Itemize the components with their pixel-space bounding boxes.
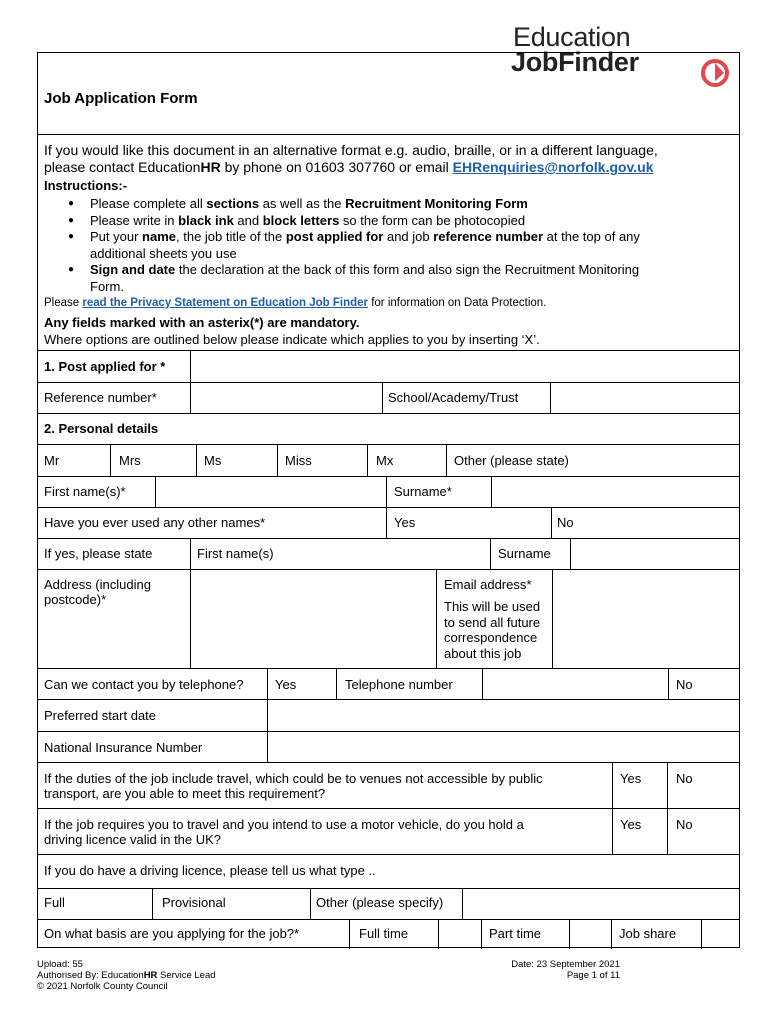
reference-number-label: Reference number*: [44, 390, 157, 405]
instruction-item: ● Please write in black ink and block letters so the form can be photocopied: [66, 213, 640, 230]
instructions-list: [66, 196, 640, 295]
vehicle-no[interactable]: No: [676, 817, 693, 832]
email-address-label: Email address*: [444, 577, 532, 592]
first-names-label: First name(s)*: [44, 484, 126, 499]
footer-page: Page 1 of 11: [566, 970, 620, 981]
licence-other[interactable]: Other (please specify): [316, 895, 444, 910]
instructions-label: Instructions:-: [44, 178, 128, 193]
footer-upload: Upload: 55: [37, 959, 83, 970]
telephone-number-label: Telephone number: [345, 677, 453, 692]
email-link[interactable]: EHRenquiries@norfolk.gov.uk: [452, 159, 654, 175]
mandatory-note: Any fields marked with an asterix(*) are mandatory.: [44, 315, 360, 330]
footer-left: [37, 959, 216, 992]
privacy-statement-link[interactable]: read the Privacy Statement on Education Job Finder: [82, 297, 369, 309]
section-personal-details: 2. Personal details: [44, 421, 159, 436]
instruction-item: ● Put your name, the job title of the post applied for and job reference number at the top of any additional sheets you use: [66, 229, 640, 262]
vehicle-yes[interactable]: Yes: [620, 817, 642, 832]
logo-text-jobfinder: JobFinder: [511, 47, 639, 77]
form-frame: [37, 52, 740, 948]
basis-full-time[interactable]: Full time: [359, 926, 409, 941]
divider: [38, 134, 739, 135]
title-option-other[interactable]: Other (please state): [454, 453, 569, 468]
title-option-mr[interactable]: Mr: [44, 453, 60, 468]
title-option-mrs[interactable]: Mrs: [119, 453, 141, 468]
footer-right: [480, 959, 620, 981]
contact-phone-no[interactable]: No: [676, 677, 693, 692]
start-date-label: Preferred start date: [44, 708, 156, 723]
footer-copyright: © 2021 Norfolk County Council: [37, 981, 168, 992]
basis-question: On what basis are you applying for the job?*: [44, 926, 300, 941]
title-option-mx[interactable]: Mx: [376, 453, 394, 468]
travel-yes[interactable]: Yes: [620, 771, 642, 786]
licence-type-question: If you do have a driving licence, please tell us what type ..: [44, 863, 376, 878]
other-names-yes[interactable]: Yes: [394, 515, 416, 530]
other-surname-label: Surname: [498, 546, 551, 561]
intro-line-1: If you would like this document in an alternative format e.g. audio, braille, or in a different language,: [44, 142, 658, 158]
address-label: Address (including postcode)*: [44, 577, 151, 607]
options-note: Where options are outlined below please indicate which applies to you by inserting ‘X’.: [44, 332, 540, 347]
page-title: Job Application Form: [44, 90, 198, 107]
licence-provisional[interactable]: Provisional: [162, 895, 226, 910]
title-option-miss[interactable]: Miss: [285, 453, 312, 468]
logo-text-education: Education: [513, 22, 631, 52]
ni-number-label: National Insurance Number: [44, 740, 203, 755]
instruction-item: ● Sign and date the declaration at the back of this form and also sign the Recruitment Monitoring Form.: [66, 262, 640, 295]
footer-authorised: Authorised By: EducationHR Service Lead: [37, 970, 216, 981]
contact-phone-yes[interactable]: Yes: [275, 677, 297, 692]
basis-part-time[interactable]: Part time: [489, 926, 542, 941]
other-names-no[interactable]: No: [557, 515, 574, 530]
travel-no[interactable]: No: [676, 771, 693, 786]
school-label: School/Academy/Trust: [388, 390, 519, 405]
vehicle-question: If the job requires you to travel and you intend to use a motor vehicle, do you hold a driving licence valid in the UK?: [44, 817, 524, 847]
contact-phone-question: Can we contact you by telephone?: [44, 677, 244, 692]
travel-question: If the duties of the job include travel, which could be to venues not accessible by public transport, are you able to meet this requirement?: [44, 771, 543, 801]
intro-line-2: please contact EducationHR by phone on 01603 307760 or email EHRenquiries@norfolk.gov.uk: [44, 159, 654, 175]
if-yes-label: If yes, please state: [44, 546, 153, 561]
other-names-question: Have you ever used any other names*: [44, 515, 266, 530]
footer-date: Date: 23 September 2021: [511, 959, 620, 970]
surname-label: Surname*: [394, 484, 452, 499]
title-option-ms[interactable]: Ms: [204, 453, 222, 468]
licence-full[interactable]: Full: [44, 895, 65, 910]
section-post-applied: 1. Post applied for *: [44, 359, 166, 374]
basis-job-share[interactable]: Job share: [619, 926, 677, 941]
privacy-note: Please read the Privacy Statement on Education Job Finder for information on Data Protection.: [44, 297, 547, 309]
other-first-names-label: First name(s): [197, 546, 274, 561]
instruction-item: ● Please complete all sections as well as the Recruitment Monitoring Form: [66, 196, 640, 213]
email-note: This will be used to send all future correspondence about this job: [444, 599, 541, 661]
